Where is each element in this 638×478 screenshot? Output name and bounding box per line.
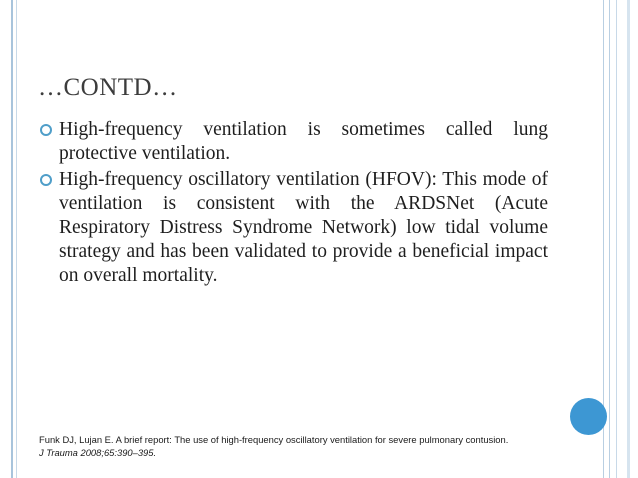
right-decor-bar <box>609 0 610 478</box>
reference-journal: J Trauma 2008;65:390–395. <box>39 447 157 458</box>
bullet-text: High-frequency oscillatory ventilation (HFOV): This mode of ventilation is consistent with the ARDSNet (Acute Respiratory Distress Syndrome Network) low tidal volume strategy and has been validated to provide a beneficial impact on overall mortality. <box>59 169 548 286</box>
bullet-item <box>40 168 548 288</box>
bullet-ring-icon <box>40 124 52 136</box>
right-decor-bar <box>616 0 617 478</box>
slide-title: …CONTD… <box>38 74 178 101</box>
decorative-circle-icon <box>570 398 607 435</box>
right-decor-bar-wide <box>627 0 630 478</box>
left-decor-bar-thin <box>16 0 17 478</box>
reference-line: Funk DJ, Lujan E. A brief report: The use of high-frequency oscillatory ventilation for severe pulmonary contusion. <box>39 434 509 445</box>
bullet-ring-icon <box>40 174 52 186</box>
bullet-list <box>40 118 548 290</box>
left-decor-bar <box>11 0 13 478</box>
bullet-text: High-frequency ventilation is sometimes called lung protective ventilation. <box>59 119 548 164</box>
reference-citation <box>39 433 508 459</box>
bullet-item <box>40 118 548 166</box>
